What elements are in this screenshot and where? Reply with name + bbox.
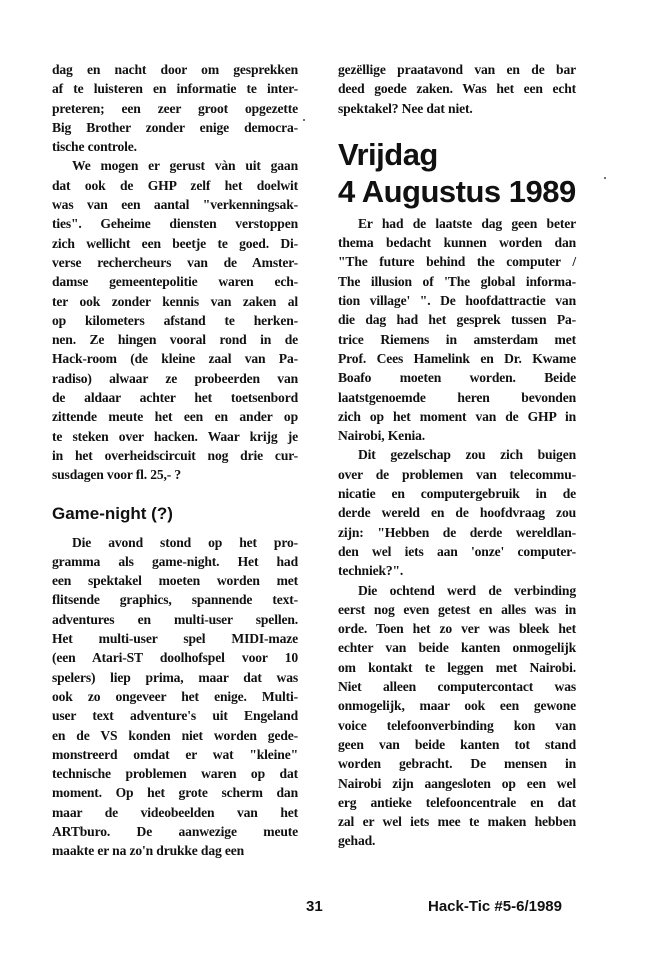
- paragraph-praatavond: [338, 60, 576, 118]
- text-line: voice telefoonverbinding kon van: [338, 717, 576, 733]
- text-line: thema bedacht kunnen worden dan: [338, 235, 576, 251]
- speck-mark: [604, 177, 606, 179]
- paragraph-theme: [338, 214, 576, 446]
- paragraph-ghp-target: [52, 156, 298, 484]
- text-line: susdagen voor fl. 25,- ?: [52, 467, 182, 483]
- text-line: "The future behind the computer /: [338, 254, 576, 270]
- text-line: gramma als game-night. Het had: [52, 553, 298, 569]
- right-column: [338, 60, 576, 851]
- paragraph-game-night: [52, 533, 298, 861]
- text-line: adventures en multi-user spellen.: [52, 611, 298, 627]
- subheading-game-night: Game-night (?): [52, 503, 173, 523]
- text-line: geen van beide kanten tot stand: [338, 736, 576, 752]
- text-line: (een Atari-ST doolhofspel voor 10: [52, 650, 298, 666]
- text-line: nen. Ze hingen vooral rond in de: [52, 332, 298, 348]
- text-line: en de VS konden niet worden gede-: [52, 727, 298, 743]
- text-line: zijn: "Hebben de derde wereldlan-: [338, 524, 576, 540]
- text-line: Die ochtend werd de verbinding: [358, 582, 576, 598]
- text-line: We mogen er gerust vàn uit gaan: [72, 158, 298, 174]
- heading-date: 4 Augustus 1989: [338, 173, 576, 209]
- text-line: Dit gezelschap zou zich buigen: [358, 447, 576, 463]
- text-line: onmogelijk, maar ook een gewone: [338, 698, 576, 714]
- text-line: Er had de laatste dag geen beter: [358, 215, 576, 231]
- text-line: derde wereld en de hoofdvraag zou: [338, 505, 576, 521]
- text-line: om kontakt te leggen met Nairobi.: [338, 659, 576, 675]
- text-line: in het overheidscircuit nog drie cur-: [52, 447, 298, 463]
- paragraph-connection: [338, 581, 576, 851]
- text-line: damse gemeentepolitie waren ech-: [52, 274, 298, 290]
- left-column: [52, 60, 298, 861]
- text-line: dag en nacht door om gesprekken: [52, 62, 298, 77]
- page-number: 31: [306, 898, 323, 915]
- text-line: te steken over hacken. Waar krijg je: [52, 428, 298, 444]
- text-line: af te luisteren en informatie te inter-: [52, 81, 298, 97]
- text-line: ook zo ongeveer het enige. Multi-: [52, 688, 298, 704]
- text-line: ARTburo. De aanwezige meute: [52, 823, 298, 839]
- section-heading: [338, 136, 576, 210]
- text-line: Die avond stond op het pro-: [72, 534, 298, 550]
- text-line: Big Brother zonder enige democra-: [52, 119, 298, 135]
- paragraph-big-brother: [52, 60, 298, 156]
- text-line: techniek?".: [338, 563, 404, 579]
- text-line: technische problemen waren op dat: [52, 766, 298, 782]
- paragraph-third-world: [338, 445, 576, 580]
- magazine-issue: Hack-Tic #5-6/1989: [428, 898, 562, 915]
- text-line: tische controle.: [52, 139, 137, 155]
- text-line: verse rechercheurs van de Amster-: [52, 254, 298, 270]
- text-line: monstreerd omdat er wat "kleine": [52, 746, 298, 762]
- text-line: over de problemen van telecommu-: [338, 466, 576, 482]
- text-line: Prof. Cees Hamelink en Dr. Kwame: [338, 350, 576, 366]
- text-line: die dag had het gesprek tussen Pa-: [338, 312, 576, 328]
- text-line: deed goede zaken. Was het een echt: [338, 81, 576, 97]
- text-line: The illusion of 'The global informa-: [338, 273, 576, 289]
- text-line: spektakel? Nee dat niet.: [338, 100, 473, 116]
- text-line: gezëllige praatavond van en de bar: [338, 62, 576, 77]
- text-line: flitsende graphics, spannende text-: [52, 592, 298, 608]
- text-line: gehad.: [338, 833, 376, 849]
- text-line: Boafo moeten worden. Beide: [338, 370, 576, 386]
- text-line: preteren; een zeer groot opgezette: [52, 100, 298, 116]
- text-line: de aldaar achter het toetsenbord: [52, 390, 298, 406]
- text-line: zal er wel iets mee te maken hebben: [338, 814, 576, 830]
- text-line: spelers) liep prima, maar dat was: [52, 669, 298, 685]
- text-line: Niet alleen computercontact was: [338, 679, 576, 695]
- text-line: zich wellicht een beetje te goed. Di-: [52, 235, 298, 251]
- text-line: tion village' ". De hoofdattractie van: [338, 293, 576, 309]
- heading-day: Vrijdag: [338, 136, 438, 172]
- text-line: op kilometers afstand te herken-: [52, 312, 298, 328]
- text-line: echter van beide kanten onmogelijk: [338, 640, 576, 656]
- text-line: Nairobi zijn aangesloten op een wel: [338, 775, 576, 791]
- text-line: maakte er na zo'n drukke dag een: [52, 843, 245, 859]
- text-line: ter ook zonder kennis van zaken al: [52, 293, 298, 309]
- text-line: moment. Op het grote scherm dan: [52, 785, 298, 801]
- text-line: nicatie en computergebruik in de: [338, 486, 576, 502]
- text-line: maar de videobeelden van het: [52, 804, 298, 820]
- text-line: zittende meute het een en ander op: [52, 409, 298, 425]
- text-line: user text adventure's uit Engeland: [52, 708, 298, 724]
- text-line: den wel iets aan 'onze' computer-: [338, 543, 576, 559]
- text-line: ties". Geheime diensten verstoppen: [52, 216, 298, 232]
- text-line: Hack-room (de kleine zaal van Pa-: [52, 351, 298, 367]
- text-line: dat ook de GHP zelf het doelwit: [52, 177, 298, 193]
- text-line: radiso) alwaar ze probeerden van: [52, 370, 298, 386]
- text-line: Het multi-user spel MIDI-maze: [52, 631, 298, 647]
- text-line: trice Riemens in amsterdam met: [338, 331, 576, 347]
- speck-mark: [303, 119, 305, 121]
- text-line: zich op het moment van de GHP in: [338, 408, 576, 424]
- text-line: laatstgenoemde heren bevonden: [338, 389, 576, 405]
- text-line: een spektakel moeten worden met: [52, 573, 298, 589]
- text-line: orde. Toen het zo ver was bleek het: [338, 621, 576, 637]
- text-line: Nairobi, Kenia.: [338, 428, 425, 444]
- text-line: eerst nog even getest en alles was in: [338, 601, 576, 617]
- text-line: worden gebracht. De mensen in: [338, 756, 576, 772]
- text-line: erg antieke telefooncentrale en dat: [338, 794, 576, 810]
- text-line: was van een aantal "verkenningsak-: [52, 197, 298, 213]
